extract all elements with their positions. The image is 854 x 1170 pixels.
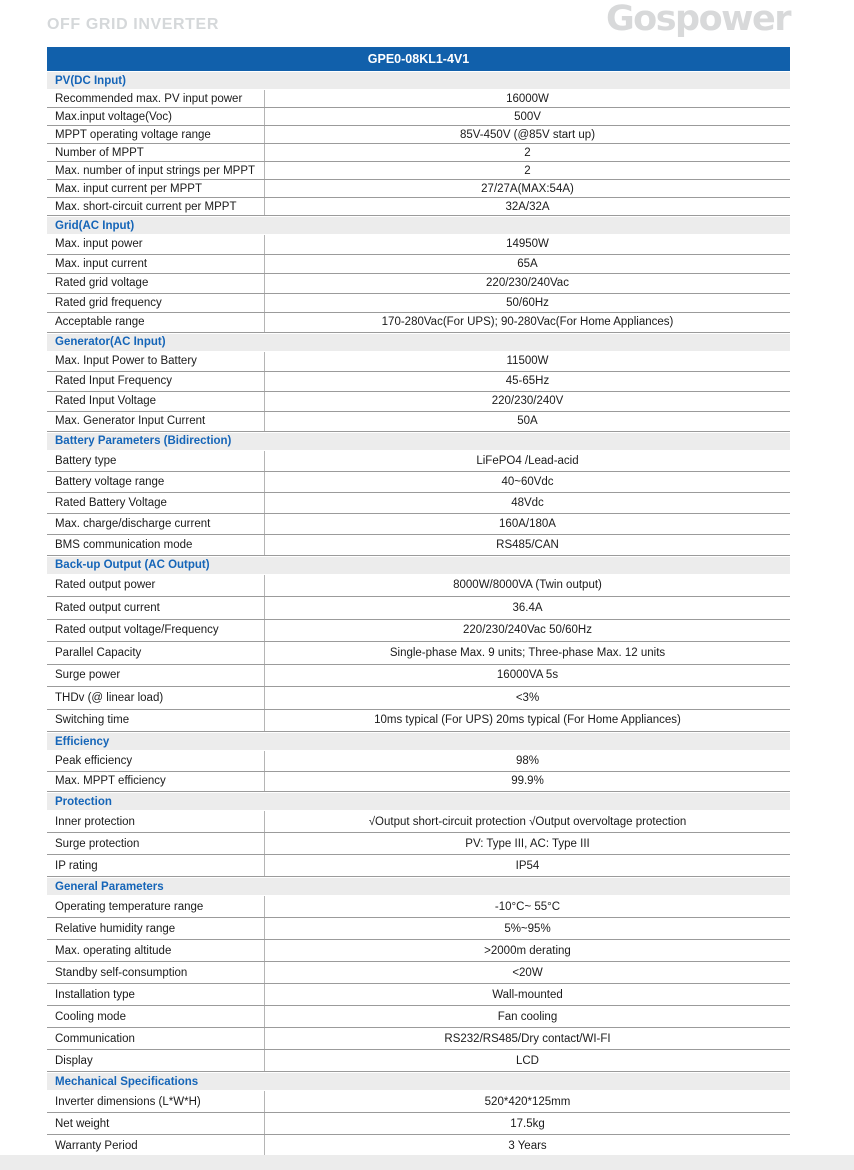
spec-label: Operating temperature range [47,896,265,917]
spec-row [47,108,790,126]
spec-sections [47,72,790,1157]
spec-value: 220/230/240Vac [486,277,569,290]
spec-value: 50/60Hz [506,296,549,309]
spec-value: PV: Type III, AC: Type III [465,837,590,850]
spec-row [47,1006,790,1028]
spec-value: 50A [517,415,538,427]
spec-row [47,811,790,833]
doc-title: OFF GRID INVERTER [47,16,219,33]
spec-label: Inner protection [47,811,265,832]
section-header: PV(DC Input) [47,72,790,89]
section-rows [47,235,790,333]
spec-row [47,896,790,918]
spec-value: 17.5kg [510,1117,545,1130]
spec-value: <3% [515,691,540,704]
spec-row [47,772,790,793]
spec-value: 520*420*125mm [484,1095,571,1108]
spec-row [47,412,790,432]
spec-label: Net weight [47,1113,265,1134]
spec-label: Rated Input Frequency [47,372,265,391]
section-rows [47,451,790,556]
spec-label: Relative humidity range [47,918,265,939]
section-rows [47,1091,790,1157]
spec-value: 500V [514,110,541,123]
spec-label: Max. Generator Input Current [47,412,265,431]
spec-value: LCD [515,1054,539,1067]
section-rows [47,896,790,1072]
brand-logo: Gospower [605,0,790,39]
spec-value: 65A [517,257,538,270]
spec-value: 170-280Vac(For UPS); 90-280Vac(For Home Appliances) [381,316,674,329]
spec-label: Rated grid frequency [47,294,265,313]
page-header [47,0,790,46]
spec-value: 36.4A [512,601,543,614]
spec-label: Communication [47,1028,265,1049]
section-header: Mechanical Specifications [47,1073,790,1090]
spec-value: 45-65Hz [505,375,550,387]
spec-label: Max. Input Power to Battery [47,352,265,371]
spec-label: Max. input current per MPPT [47,180,265,197]
spec-label: Surge power [47,665,265,687]
spec-value: RS485/CAN [496,538,559,551]
spec-row [47,962,790,984]
spec-value: 10ms typical (For UPS) 20ms typical (For Home Appliances) [374,714,681,727]
spec-label: Acceptable range [47,313,265,332]
spec-label: Peak efficiency [47,751,265,771]
spec-row [47,687,790,710]
spec-row [47,235,790,255]
section-header: Grid(AC Input) [47,217,790,234]
section-rows [47,352,790,432]
spec-label: Rated Battery Voltage [47,493,265,513]
section-header: Back-up Output (AC Output) [47,557,790,574]
model-header: GPE0-08KL1-4V1 [47,47,790,71]
spec-row [47,493,790,514]
spec-value: 14950W [506,238,549,251]
spec-row [47,535,790,556]
spec-row [47,620,790,643]
spec-row [47,472,790,493]
spec-label: Surge protection [47,833,265,854]
spec-label: Inverter dimensions (L*W*H) [47,1091,265,1112]
bottom-band [0,1155,854,1170]
spec-row [47,274,790,294]
spec-label: THDv (@ linear load) [47,687,265,709]
spec-row [47,90,790,108]
spec-label: Battery type [47,451,265,471]
spec-row [47,198,790,216]
spec-label: Max. charge/discharge current [47,514,265,534]
spec-label: Standby self-consumption [47,962,265,983]
spec-value: 98% [515,754,540,767]
spec-row [47,665,790,688]
spec-value: Wall-mounted [492,988,563,1001]
spec-value: 2 [524,146,531,159]
spec-value: 5%~95% [504,922,551,935]
spec-value: RS232/RS485/Dry contact/WI-FI [444,1032,611,1045]
spec-row [47,1091,790,1113]
spec-label: Max. operating altitude [47,940,265,961]
spec-label: Switching time [47,710,265,732]
spec-row [47,372,790,392]
spec-row [47,255,790,275]
spec-value: 27/27A(MAX:54A) [481,182,574,195]
spec-label: Max. short-circuit current per MPPT [47,198,265,215]
spec-label: Rated output power [47,575,265,597]
spec-value: √Output short-circuit protection √Output overvoltage protection [368,815,687,828]
spec-row [47,1050,790,1072]
spec-value: <20W [512,966,543,979]
spec-label: Max. input power [47,235,265,254]
spec-row [47,514,790,535]
spec-row [47,710,790,733]
spec-row [47,352,790,372]
spec-label: Number of MPPT [47,144,265,161]
spec-value: 8000W/8000VA (Twin output) [453,579,602,592]
spec-value: 160A/180A [499,517,556,530]
spec-value: LiFePO4 /Lead-acid [476,454,579,467]
spec-label: Max. MPPT efficiency [47,772,265,792]
spec-value: 40~60Vdc [501,475,554,488]
spec-row [47,642,790,665]
spec-label: MPPT operating voltage range [47,126,265,143]
spec-row [47,144,790,162]
section-header: Battery Parameters (Bidirection) [47,433,790,450]
spec-row [47,940,790,962]
section-rows [47,811,790,877]
spec-row [47,597,790,620]
spec-label: Recommended max. PV input power [47,90,265,107]
spec-value: Single-phase Max. 9 units; Three-phase Max. 12 units [389,646,666,659]
section-rows [47,90,790,216]
spec-value: 32A/32A [505,200,550,213]
spec-row [47,162,790,180]
section-header: Generator(AC Input) [47,334,790,351]
section-header: Efficiency [47,733,790,750]
spec-value: 11500W [506,355,549,367]
spec-value: 2 [524,164,531,177]
spec-value: 16000VA 5s [496,669,559,682]
spec-value: Fan cooling [497,1010,558,1023]
spec-value: 99.9% [511,775,544,788]
spec-label: Max. number of input strings per MPPT [47,162,265,179]
spec-table [47,47,790,1157]
spec-value: 48Vdc [511,496,544,509]
spec-value: 16000W [506,92,549,105]
spec-value: >2000m derating [484,944,571,957]
spec-label: Installation type [47,984,265,1005]
spec-label: IP rating [47,855,265,876]
spec-label: BMS communication mode [47,535,265,555]
spec-label: Rated grid voltage [47,274,265,293]
spec-value: 3 Years [508,1139,547,1152]
section-rows [47,751,790,792]
spec-value: 85V-450V (@85V start up) [459,128,596,141]
spec-row [47,575,790,598]
spec-row [47,918,790,940]
spec-row [47,294,790,314]
spec-label: Parallel Capacity [47,642,265,664]
spec-value: 220/230/240Vac 50/60Hz [463,624,592,637]
spec-label: Cooling mode [47,1006,265,1027]
section-header: General Parameters [47,878,790,895]
spec-label: Rated output voltage/Frequency [47,620,265,642]
spec-row [47,833,790,855]
spec-row [47,313,790,333]
spec-row [47,1113,790,1135]
spec-label: Max.input voltage(Voc) [47,108,265,125]
spec-label: Max. input current [47,255,265,274]
spec-label: Display [47,1050,265,1071]
spec-row [47,451,790,472]
spec-row [47,855,790,877]
spec-label: Battery voltage range [47,472,265,492]
spec-label: Rated output current [47,597,265,619]
spec-value: 220/230/240V [491,395,564,407]
spec-label: Warranty Period [47,1135,265,1156]
section-rows [47,575,790,733]
spec-row [47,1135,790,1157]
spec-label: Rated Input Voltage [47,392,265,411]
spec-row [47,751,790,772]
spec-row [47,984,790,1006]
spec-value: IP54 [515,859,540,872]
spec-value: -10°C~ 55°C [494,900,561,913]
spec-row [47,126,790,144]
spec-row [47,180,790,198]
spec-row [47,1028,790,1050]
section-header: Protection [47,793,790,810]
spec-row [47,392,790,412]
